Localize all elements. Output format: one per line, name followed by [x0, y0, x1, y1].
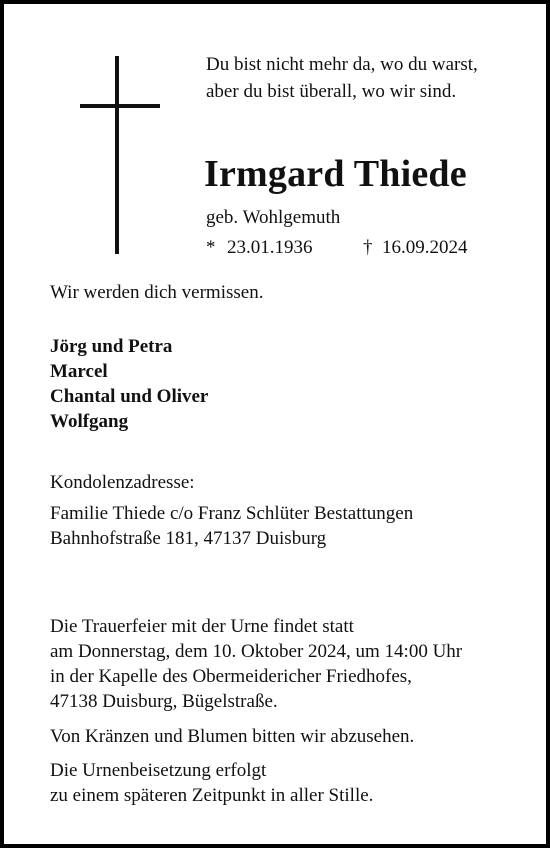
death-date: 16.09.2024 [382, 237, 468, 258]
urn-line: Die Urnenbeisetzung erfolgt [50, 760, 267, 781]
address-line: Bahnhofstraße 181, 47137 Duisburg [50, 528, 327, 549]
birth-date: 23.01.1936 [227, 237, 313, 258]
memorial-quote [206, 51, 478, 105]
family-member: Wolfgang [50, 411, 129, 432]
miss-message: Wir werden dich vermissen. [50, 282, 264, 303]
condolence-label: Kondolenzadresse: [50, 472, 195, 493]
condolence-address [50, 501, 413, 551]
death-symbol-icon: † [363, 237, 373, 258]
quote-line: Du bist nicht mehr da, wo du warst, [206, 54, 478, 75]
service-line: am Donnerstag, dem 10. Oktober 2024, um 14:00 Uhr [50, 641, 463, 662]
birth-symbol: * [206, 237, 216, 258]
family-list [50, 334, 208, 434]
funeral-service-info [50, 614, 462, 714]
cross-vertical-bar [115, 56, 119, 254]
address-line: Familie Thiede c/o Franz Schlüter Bestattungen [50, 503, 414, 524]
flowers-note: Von Kränzen und Blumen bitten wir abzusehen. [50, 726, 415, 747]
birth-name: geb. Wohlgemuth [206, 207, 341, 228]
cross-horizontal-bar [80, 104, 160, 108]
service-line: 47138 Duisburg, Bügelstraße. [50, 691, 278, 712]
urn-line: zu einem späteren Zeitpunkt in aller Stille. [50, 785, 374, 806]
cross-icon [80, 56, 160, 256]
urn-burial-info [50, 758, 373, 808]
service-line: in der Kapelle des Obermeidericher Friedhofes, [50, 666, 412, 687]
family-member: Marcel [50, 361, 108, 382]
quote-line: aber du bist überall, wo wir sind. [206, 81, 457, 102]
deceased-name: Irmgard Thiede [204, 153, 467, 195]
family-member: Chantal und Oliver [50, 386, 209, 407]
family-member: Jörg und Petra [50, 336, 173, 357]
service-line: Die Trauerfeier mit der Urne findet statt [50, 616, 354, 637]
